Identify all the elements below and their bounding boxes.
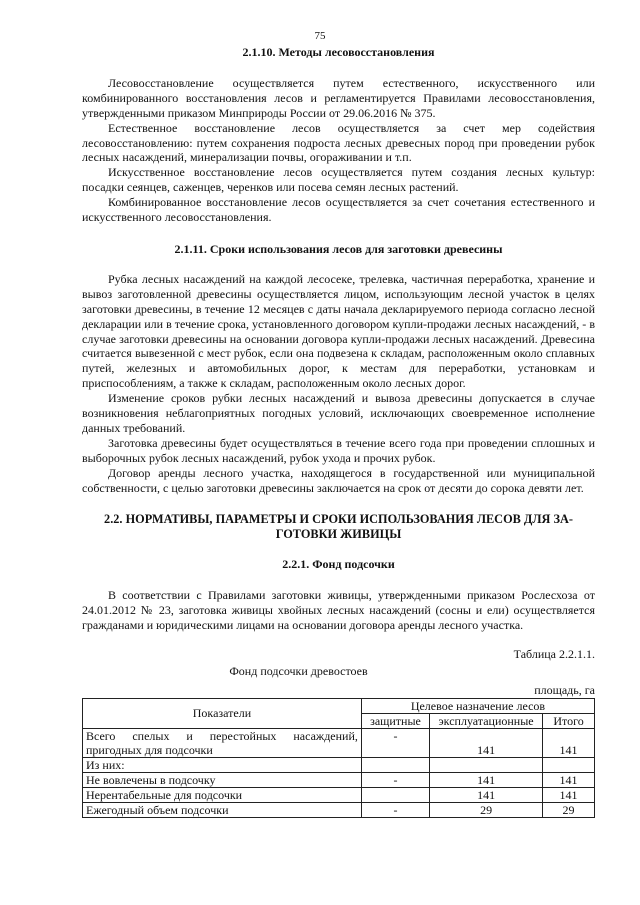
cell-protective: - xyxy=(361,772,429,787)
cell-operational xyxy=(430,757,543,772)
row-name: Не вовлечены в подсочку xyxy=(83,772,362,787)
page-number: 75 xyxy=(314,30,326,42)
paragraph: Заготовка древесины будет осуществляться в течение всего года при проведении сплошных и выборочных рубок лесных насаждений, рубок ухода и прочих рубок. xyxy=(82,435,595,465)
heading-line: 2.2. НОРМАТИВЫ, ПАРАМЕТРЫ И СРОКИ ИСПОЛЬЗОВАНИЯ ЛЕСОВ ДЛЯ ЗА- xyxy=(104,512,573,527)
paragraph: Искусственное восстановление лесов осуществляется путем создания лесных культур: посадки сеянцев, саженцев, черенков или посева семян лесных растений. xyxy=(82,165,595,195)
forest-tapping-table xyxy=(82,698,595,818)
table-row xyxy=(83,802,595,817)
cell-total: 141 xyxy=(543,787,595,802)
paragraph: Лесовосстановление осуществляется путем естественного, искусственного или комбинированного восстановления лесов и регламентируется Правилами лесовосстановления, утвержденными приказом Минприроды России от 29.06.2016 № 375. xyxy=(82,75,595,120)
cell-protective xyxy=(361,787,429,802)
table-row xyxy=(83,787,595,802)
paragraph: Договор аренды лесного участка, находящегося в государственной или муниципальной собственности, с целью заготовки древесины заключается на срок от десяти до сорока девяти лет. xyxy=(82,465,595,495)
section-heading-2-1-10: 2.1.10. Методы лесовосстановления xyxy=(242,45,435,59)
header-indicators: Показатели xyxy=(83,698,362,728)
table-row xyxy=(83,728,595,757)
cell-total: 141 xyxy=(543,728,595,757)
row-name: Из них: xyxy=(83,757,362,772)
header-purpose: Целевое назначение лесов xyxy=(361,698,594,713)
cell-operational: 141 xyxy=(430,728,543,757)
cell-protective: - xyxy=(361,728,429,757)
paragraph: Естественное восстановление лесов осуществляется за счет мер содействия лесовосстановлению: путем сохранения подроста лесных древесных пород при проведении рубок лесных насаждений, минерализации почвы, огораживании и т.п. xyxy=(82,120,595,165)
page-content xyxy=(82,45,595,818)
row-name: Ежегодный объем подсочки xyxy=(83,802,362,817)
section-heading-2-2 xyxy=(82,512,595,542)
paragraph: Комбинированное восстановление лесов осуществляется за счет сочетания естественного и искусственного лесовосстановления. xyxy=(82,195,595,225)
cell-operational: 141 xyxy=(430,772,543,787)
cell-protective xyxy=(361,757,429,772)
paragraph: Изменение сроков рубки лесных насаждений и вывоза древесины допускается в случае возникновения неблагоприятных погодных условий, исключающих своевременное исполнение данных требований. xyxy=(82,391,595,435)
header-total: Итого xyxy=(543,713,595,728)
header-operational: эксплуатационные xyxy=(430,713,543,728)
paragraph: Рубка лесных насаждений на каждой лесосеке, трелевка, частичная переработка, хранение и вывоз заготовленной древесины осуществляется лицом, использующим лесной участок в целях заготовки древесины, в течение 12 месяцев с даты начала декларируемого периода согласно лесной декларации или в течение срока, установленного договором купли-продажи лесных насаждений, - в случае заготовки древесины на основании договора купли-продажи лесных насаждений. Древесина считается вывезенной с мест рубок, если она подвезена к складам, расположенным около сплавных путей, железных и автомобильных дорог, к местам для переработки, установкам и приспособлениям, а также к складам, расположенным около лесных дорог. xyxy=(82,271,595,391)
cell-operational: 29 xyxy=(430,802,543,817)
table-row xyxy=(83,772,595,787)
row-name: Нерентабельные для подсочки xyxy=(83,787,362,802)
table-title: Фонд подсочки древостоев xyxy=(229,664,368,678)
paragraph: В соответствии с Правилами заготовки живицы, утвержденными приказом Рослесхоза от 24.01.2012 № 23, заготовка живицы хвойных лесных насаждений (сосны и ели) осуществляется гражданами и юридическими лицами на основании договора аренды лесного участка. xyxy=(82,588,595,633)
table-unit: площадь, га xyxy=(534,682,595,697)
row-name: Всего спелых и перестойных насаждений, пригодных для подсочки xyxy=(83,728,362,757)
cell-total: 29 xyxy=(543,802,595,817)
cell-operational: 141 xyxy=(430,787,543,802)
section-heading-2-1-11: 2.1.11. Сроки использования лесов для заготовки древесины xyxy=(174,241,503,256)
table-header-row xyxy=(83,698,595,713)
section-heading-2-2-1: 2.2.1. Фонд подсочки xyxy=(282,557,395,572)
table-number: Таблица 2.2.1.1. xyxy=(513,647,595,662)
table-row xyxy=(83,757,595,772)
cell-protective: - xyxy=(361,802,429,817)
cell-total xyxy=(543,757,595,772)
cell-total: 141 xyxy=(543,772,595,787)
header-protective: защитные xyxy=(361,713,429,728)
heading-line: ГОТОВКИ ЖИВИЦЫ xyxy=(275,527,402,542)
